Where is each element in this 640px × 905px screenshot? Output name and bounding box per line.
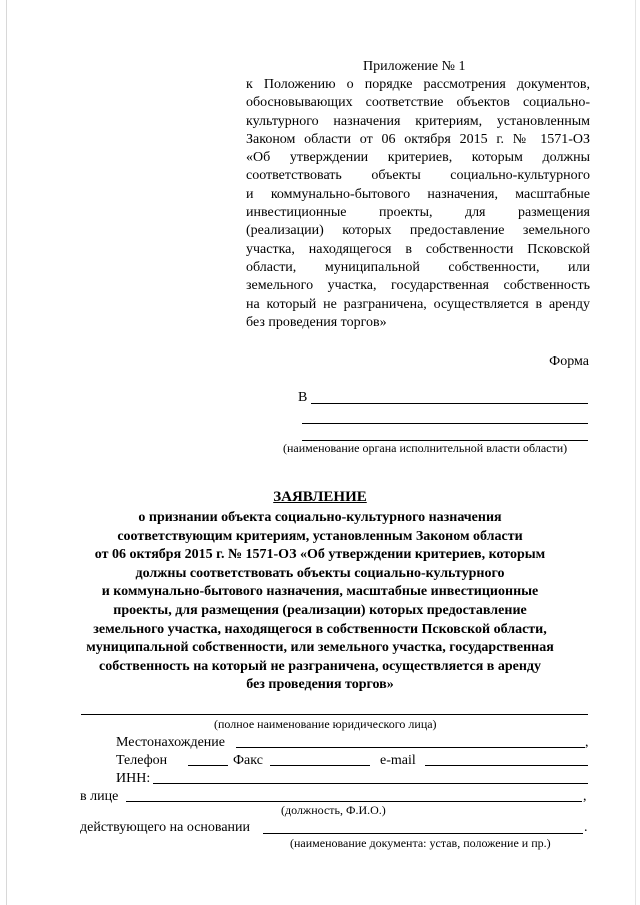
appendix-line: Законом области от 06 октября 2015 г. № 1571-ОЗ <box>246 131 590 147</box>
location-line[interactable] <box>236 747 585 748</box>
appendix-line: инвестиционные проекты, для размещения <box>246 205 590 221</box>
basis-line[interactable] <box>263 833 583 834</box>
scan-edge-left <box>6 0 7 905</box>
appendix-title: Приложение № 1 <box>363 59 466 74</box>
statement-line: о признании объекта социально-культурного назначения <box>138 510 502 525</box>
appendix-line: соответствовать объекты социально-культурного <box>246 168 590 184</box>
statement-line: соответствующим критериям, установленным Законом области <box>117 528 523 544</box>
statement-line: земельного участка, находящегося в собственности Псковской области, <box>93 621 547 637</box>
appendix-text <box>246 76 590 332</box>
appendix-line: на который не разграничена, осуществляется в аренду <box>246 296 590 312</box>
basis-end: . <box>584 820 588 835</box>
legal-name-line[interactable] <box>81 714 588 715</box>
form-label: Форма <box>549 354 589 369</box>
statement-subtitle <box>60 509 580 695</box>
addressee-line-1[interactable] <box>311 403 588 404</box>
addressee-caption: (наименование органа исполнительной власти области) <box>283 441 568 455</box>
fax-line[interactable] <box>270 765 370 766</box>
scan-edge-right <box>635 0 636 905</box>
person-end: , <box>583 789 587 804</box>
appendix-line: участка, находящегося в собственности Псковской <box>246 241 590 257</box>
appendix-line: и коммунально-бытового назначения, масштабные <box>246 186 590 202</box>
email-label: e-mail <box>380 753 416 768</box>
legal-name-caption: (полное наименование юридического лица) <box>214 717 437 731</box>
statement-line: от 06 октября 2015 г. № 1571-ОЗ «Об утверждении критериев, которым <box>94 547 546 563</box>
phone-line[interactable] <box>188 765 228 766</box>
inn-line[interactable] <box>153 783 588 784</box>
location-end: , <box>585 735 589 750</box>
phone-label: Телефон <box>116 753 168 768</box>
person-caption: (должность, Ф.И.О.) <box>281 803 386 817</box>
statement-line: проекты, для размещения (реализации) которых предоставление <box>113 602 527 618</box>
appendix-line: культурного назначения критериям, установленным <box>246 113 590 129</box>
fax-label: Факс <box>233 753 263 768</box>
location-label: Местонахождение <box>116 735 226 750</box>
basis-label: действующего на основании <box>80 820 251 835</box>
addressee-prefix: В <box>298 390 308 405</box>
appendix-line: обосновывающих соответствие объектов социально- <box>246 95 590 111</box>
statement-line: собственность на который не разграничена, осуществляется в аренду <box>99 658 541 674</box>
person-label: в лице <box>80 789 119 804</box>
person-line[interactable] <box>126 801 582 802</box>
statement-line: должны соответствовать объекты социально-культурного <box>135 565 505 581</box>
statement-line: и коммунально-бытового назначения, масштабные инвестиционные <box>101 584 539 600</box>
appendix-line: земельного участка, государственная собственность <box>246 278 590 294</box>
statement-line: муниципальной собственности, или земельного участка, государственная <box>86 640 554 656</box>
basis-caption: (наименование документа: устав, положение и пр.) <box>290 836 551 850</box>
appendix-line: к Положению о порядке рассмотрения документов, <box>246 77 590 92</box>
statement-line: без проведения торгов» <box>246 677 394 693</box>
appendix-line: (реализации) которых предоставление земельного <box>246 223 590 239</box>
addressee-line-2[interactable] <box>302 423 588 424</box>
appendix-line: «Об утверждении критериев, которым должны <box>246 150 590 166</box>
inn-label: ИНН: <box>116 771 151 786</box>
email-line[interactable] <box>425 765 588 766</box>
appendix-line: без проведения торгов» <box>246 314 387 330</box>
appendix-line: области, муниципальной собственности, или <box>246 259 590 275</box>
statement-title: ЗАЯВЛЕНИЕ <box>273 489 367 505</box>
